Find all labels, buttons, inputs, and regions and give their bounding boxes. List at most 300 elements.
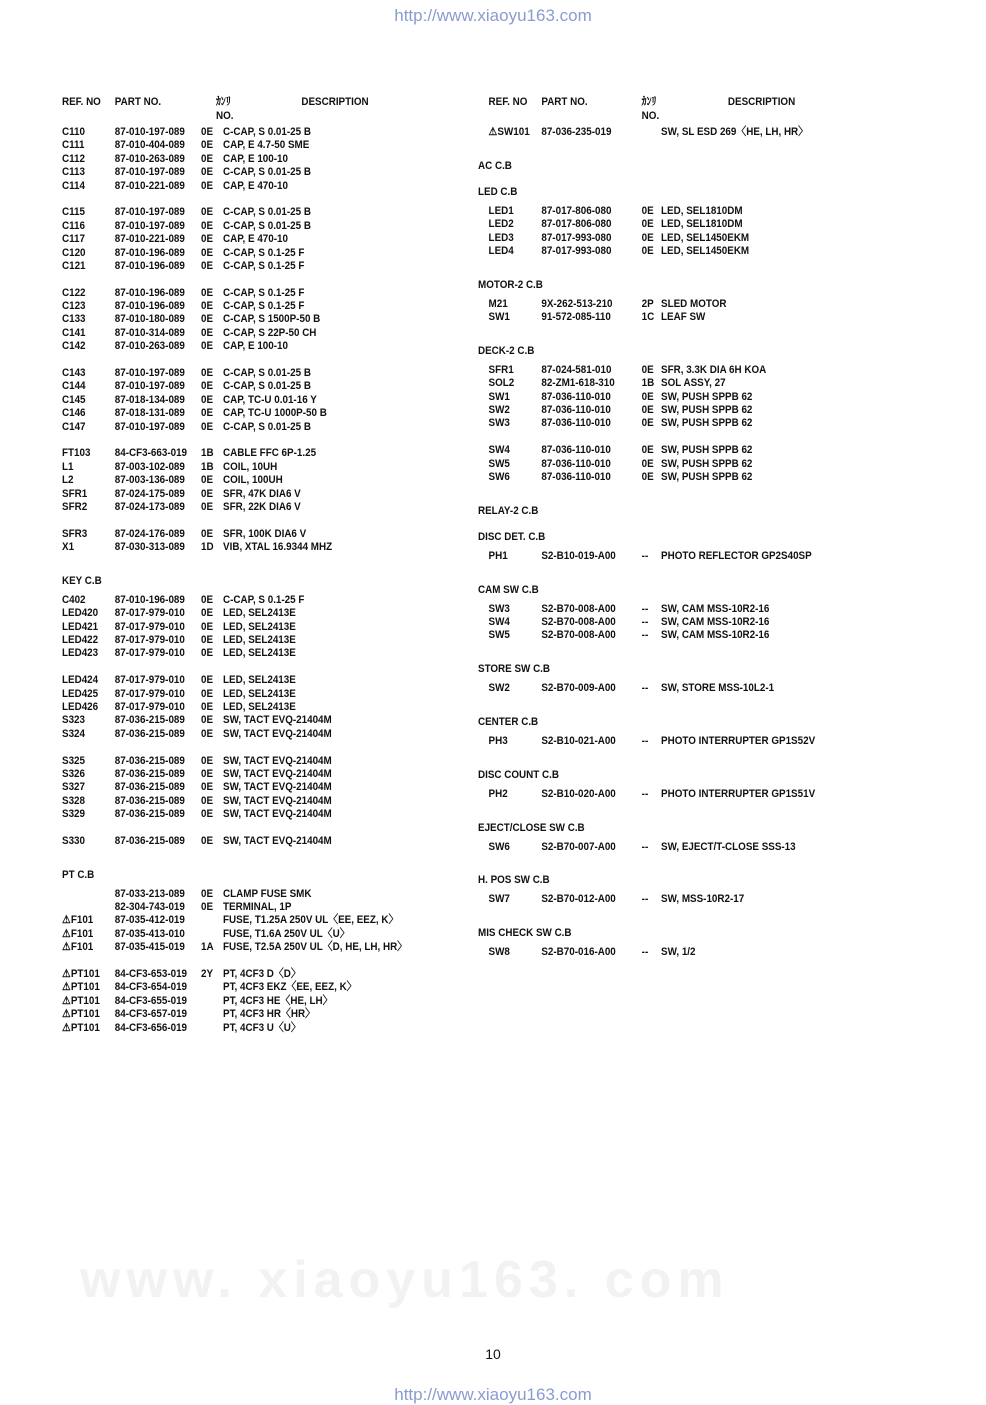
kanri-no: 0E — [201, 687, 214, 700]
section-heading: DECK-2 C.B — [478, 344, 535, 357]
description: PT, 4CF3 HR〈HR〉 — [223, 1008, 315, 1021]
description: SW, SL ESD 269〈HE, LH, HR〉 — [661, 126, 809, 138]
ref-no: SW1 — [488, 390, 510, 403]
ref-no: SW5 — [488, 457, 510, 470]
description: CABLE FFC 6P-1.25 — [223, 447, 317, 460]
ref-no: LED2 — [488, 218, 514, 231]
kanri-no: 1C — [641, 311, 655, 324]
kanri-no: 0E — [201, 139, 214, 152]
part-row — [478, 471, 936, 484]
ref-no: ⚠F101 — [62, 941, 94, 954]
kanri-no: 0E — [201, 701, 214, 714]
part-row — [478, 550, 936, 563]
part-row — [478, 205, 936, 218]
left-body — [62, 126, 476, 1048]
ref-no: SW6 — [488, 840, 510, 853]
part-no: 91-572-085-110 — [541, 311, 611, 324]
part-no: S2-B70-016-A00 — [541, 946, 616, 959]
ref-no: ⚠SW101 — [488, 126, 530, 138]
part-row — [478, 245, 936, 258]
part-no: S2-B10-019-A00 — [541, 549, 616, 562]
kanri-no: 0E — [641, 417, 654, 430]
ref-no: C143 — [62, 367, 86, 380]
section-heading: KEY C.B — [62, 574, 102, 587]
ref-no: ⚠PT101 — [62, 981, 100, 994]
description: SLED MOTOR — [661, 297, 727, 310]
kanri-no: 0E — [201, 781, 214, 794]
description: C-CAP, S 0.1-25 F — [223, 246, 305, 259]
description: LED, SEL2413E — [223, 701, 296, 714]
ref-no: C122 — [62, 286, 86, 299]
ref-no: ⚠PT101 — [62, 994, 100, 1007]
part-row — [478, 444, 936, 457]
part-no: 87-010-196-089 — [114, 300, 185, 313]
part-row — [62, 474, 476, 487]
kanri-no: 0E — [201, 126, 214, 138]
part-row — [478, 232, 936, 245]
description: C-CAP, S 0.01-25 B — [223, 206, 311, 219]
part-row — [62, 394, 476, 407]
description: LED, SEL1810DM — [661, 204, 743, 217]
part-no: 84-CF3-657-019 — [114, 1008, 188, 1021]
description: C-CAP, S 0.1-25 F — [223, 286, 305, 299]
ref-no: C142 — [62, 340, 86, 353]
part-no: 87-018-134-089 — [114, 393, 185, 406]
parts-list-left — [62, 96, 476, 1048]
part-row — [478, 311, 936, 324]
ref-no: SW2 — [488, 682, 510, 695]
kanri-no-header: NO. — [641, 110, 660, 122]
part-row — [62, 153, 476, 166]
ref-no: C141 — [62, 326, 86, 339]
part-row — [62, 808, 476, 821]
part-no: 87-024-176-089 — [114, 527, 185, 540]
ref-no: C117 — [62, 233, 86, 246]
source-url-bottom[interactable]: http://www.xiaoyu163.com — [394, 1385, 592, 1404]
ref-no: C120 — [62, 246, 86, 259]
description: LED, SEL2413E — [223, 647, 296, 660]
part-no: 87-017-979-010 — [114, 647, 185, 660]
description: CLAMP FUSE SMK — [223, 887, 312, 900]
part-row — [62, 233, 476, 246]
ref-no: LED425 — [62, 687, 99, 700]
kanri-no: 0E — [201, 634, 214, 647]
part-row — [62, 701, 476, 714]
ref-no: C147 — [62, 420, 86, 433]
description: SW, TACT EVQ-21404M — [223, 714, 332, 727]
description: CAP, TC-U 1000P-50 B — [223, 407, 327, 420]
kanri-no: -- — [641, 682, 649, 695]
description: SW, PUSH SPPB 62 — [661, 417, 753, 430]
ref-no: SW3 — [488, 417, 510, 430]
part-row — [62, 634, 476, 647]
kanri-no: 0E — [201, 647, 214, 660]
part-no: 87-024-175-089 — [114, 487, 185, 500]
ref-no: SFR3 — [62, 527, 88, 540]
ref-no: SFR1 — [488, 363, 514, 376]
kanri-no: 0E — [201, 714, 214, 727]
ref-no: S326 — [62, 767, 86, 780]
part-no: 87-017-806-080 — [541, 204, 612, 217]
description: SW, CAM MSS-10R2-16 — [661, 615, 770, 628]
ref-no: LED424 — [62, 674, 99, 687]
kanri-no: 1B — [201, 460, 214, 473]
section-heading: MIS CHECK SW C.B — [478, 927, 572, 940]
kanri-no: 0E — [201, 674, 214, 687]
ref-no: LED421 — [62, 620, 99, 633]
part-row — [62, 340, 476, 353]
section-heading: PT C.B — [62, 868, 95, 881]
description: PHOTO INTERRUPTER GP1S51V — [661, 787, 816, 800]
kanri-no: 0E — [641, 444, 654, 457]
part-row — [62, 488, 476, 501]
part-no: 87-035-412-019 — [114, 914, 185, 927]
description: C-CAP, S 0.01-25 B — [223, 219, 311, 232]
description: SW, TACT EVQ-21404M — [223, 834, 332, 847]
ref-no: C144 — [62, 380, 86, 393]
part-no: S2-B70-007-A00 — [541, 840, 616, 853]
source-url-top[interactable]: http://www.xiaoyu163.com — [394, 6, 592, 25]
part-no: 87-036-215-089 — [114, 781, 185, 794]
kanri-no: 0E — [641, 471, 654, 484]
ref-no: ⚠PT101 — [62, 968, 100, 981]
part-row — [62, 367, 476, 380]
part-row — [62, 180, 476, 193]
ref-no-header: REF. NO — [488, 96, 528, 108]
description: FUSE, T1.25A 250V UL〈EE, EEZ, K〉 — [223, 914, 399, 927]
part-no: 87-010-196-089 — [114, 286, 185, 299]
description: SW, MSS-10R2-17 — [661, 893, 745, 906]
part-no: 87-010-314-089 — [114, 326, 185, 339]
kanri-no: 0E — [201, 767, 214, 780]
kanri-no: 0E — [201, 300, 214, 313]
part-row — [62, 541, 476, 554]
ref-no: SW2 — [488, 404, 510, 417]
part-row — [478, 788, 936, 801]
part-row — [478, 404, 936, 417]
parts-list-right — [478, 96, 936, 973]
kanri-no: 0E — [201, 407, 214, 420]
part-row — [62, 755, 476, 768]
description: CAP, E 470-10 — [223, 179, 288, 192]
part-no: 87-036-110-010 — [541, 444, 611, 457]
ref-no: C112 — [62, 152, 86, 165]
part-row — [62, 981, 476, 994]
part-row — [62, 300, 476, 313]
description: LED, SEL2413E — [223, 674, 296, 687]
part-row — [62, 407, 476, 420]
ref-no: SFR1 — [62, 487, 88, 500]
kanri-no: 0E — [201, 500, 214, 513]
part-no: 84-CF3-654-019 — [114, 981, 188, 994]
right-body — [478, 126, 936, 973]
description: COIL, 100UH — [223, 474, 283, 487]
ref-no: L2 — [62, 474, 74, 487]
ref-no: SW8 — [488, 946, 510, 959]
kanri-no: 0E — [201, 246, 214, 259]
part-row — [478, 616, 936, 629]
part-row — [62, 781, 476, 794]
part-no: S2-B70-009-A00 — [541, 682, 616, 695]
kanri-no: 0E — [201, 313, 214, 326]
ref-no: LED420 — [62, 607, 99, 620]
part-no: 87-010-404-089 — [114, 139, 185, 152]
part-row — [478, 298, 936, 311]
part-row — [62, 166, 476, 179]
part-no-header: PART NO. — [114, 96, 162, 108]
part-no: 87-003-136-089 — [114, 474, 185, 487]
part-no: 87-017-979-010 — [114, 687, 185, 700]
ref-no: C115 — [62, 206, 86, 219]
kanri-no: 0E — [201, 754, 214, 767]
part-no: 87-010-221-089 — [114, 179, 185, 192]
kanri-no: 0E — [201, 834, 214, 847]
kanri-no: 0E — [201, 179, 214, 192]
kanri-no: 0E — [201, 166, 214, 179]
description: LED, SEL1450EKM — [661, 231, 750, 244]
part-no: 87-036-110-010 — [541, 390, 611, 403]
part-no: 87-010-180-089 — [114, 313, 185, 326]
part-row — [62, 260, 476, 273]
ref-no: ⚠F101 — [62, 927, 94, 940]
part-no: S2-B70-012-A00 — [541, 893, 616, 906]
part-row — [478, 377, 936, 390]
ref-no: X1 — [62, 541, 75, 554]
part-no: 87-017-979-010 — [114, 674, 185, 687]
part-row — [62, 1008, 476, 1021]
part-no: 87-017-979-010 — [114, 620, 185, 633]
section-heading: MOTOR-2 C.B — [478, 278, 543, 291]
part-row — [478, 364, 936, 377]
description: C-CAP, S 0.1-25 F — [223, 300, 305, 313]
kanri-no: -- — [641, 893, 649, 906]
description: C-CAP, S 0.1-25 F — [223, 259, 305, 272]
kanri-no: 1A — [201, 941, 214, 954]
section-heading: DISC COUNT C.B — [478, 768, 559, 781]
kanri-no: 0E — [641, 244, 654, 257]
ref-no: ⚠PT101 — [62, 1021, 100, 1034]
part-row — [62, 674, 476, 687]
ref-no: S330 — [62, 834, 86, 847]
kanri-no: 0E — [201, 286, 214, 299]
part-no: 87-036-110-010 — [541, 471, 611, 484]
part-no: 87-018-131-089 — [114, 407, 185, 420]
kanri-no: 0E — [641, 363, 654, 376]
kanri-no: 0E — [201, 808, 214, 821]
kanri-no: 0E — [201, 152, 214, 165]
ref-no: LED422 — [62, 634, 99, 647]
part-row — [62, 139, 476, 152]
section-heading: STORE SW C.B — [478, 663, 551, 676]
part-row — [62, 528, 476, 541]
part-no: 87-010-197-089 — [114, 380, 185, 393]
kanri-header: ｶﾝﾘ — [216, 96, 231, 108]
page-number: 10 — [485, 1346, 501, 1362]
ref-no: FT103 — [62, 447, 91, 460]
part-row — [62, 647, 476, 660]
kanri-no: 0E — [201, 233, 214, 246]
ref-no: ⚠F101 — [62, 914, 94, 927]
description: SFR, 100K DIA6 V — [223, 527, 307, 540]
ref-no: S327 — [62, 781, 86, 794]
ref-no: M21 — [488, 297, 508, 310]
kanri-no: -- — [641, 629, 649, 642]
part-no: 87-030-313-089 — [114, 541, 185, 554]
part-row — [62, 380, 476, 393]
part-row — [478, 126, 936, 139]
kanri-no: 0E — [641, 457, 654, 470]
part-row — [62, 688, 476, 701]
description: C-CAP, S 0.01-25 B — [223, 166, 311, 179]
kanri-no: -- — [641, 549, 649, 562]
kanri-no: 0E — [201, 367, 214, 380]
kanri-no: -- — [641, 946, 649, 959]
part-no: 87-036-215-089 — [114, 808, 185, 821]
description: LED, SEL2413E — [223, 620, 296, 633]
ref-no: S329 — [62, 808, 86, 821]
part-no: 82-304-743-019 — [114, 901, 185, 914]
ref-no: C145 — [62, 393, 86, 406]
part-row — [62, 968, 476, 981]
description: C-CAP, S 0.01-25 B — [223, 367, 311, 380]
kanri-no: 0E — [201, 259, 214, 272]
description: SFR, 3.3K DIA 6H KOA — [661, 363, 767, 376]
kanri-no: 0E — [201, 607, 214, 620]
kanri-no: 0E — [201, 794, 214, 807]
description: SW, 1/2 — [661, 946, 696, 959]
part-no: 87-035-413-010 — [114, 927, 185, 940]
section-heading: CENTER C.B — [478, 715, 539, 728]
part-row — [62, 888, 476, 901]
part-row — [478, 417, 936, 430]
part-no: 87-036-215-089 — [114, 794, 185, 807]
watermark: www. xiaoyu163. com — [80, 1251, 730, 1309]
kanri-no: 0E — [201, 206, 214, 219]
description: SW, PUSH SPPB 62 — [661, 471, 753, 484]
ref-no: PH1 — [488, 549, 508, 562]
ref-no: LED3 — [488, 231, 514, 244]
description: SW, CAM MSS-10R2-16 — [661, 629, 770, 642]
part-no: 87-017-993-080 — [541, 244, 612, 257]
ref-no: C123 — [62, 300, 86, 313]
description: SW, TACT EVQ-21404M — [223, 808, 332, 821]
description: VIB, XTAL 16.9344 MHZ — [223, 541, 333, 554]
part-no: S2-B70-008-A00 — [541, 629, 616, 642]
part-row — [62, 594, 476, 607]
part-no: S2-B70-008-A00 — [541, 615, 616, 628]
part-no: 87-010-263-089 — [114, 340, 185, 353]
part-no: 87-003-102-089 — [114, 460, 185, 473]
section-heading: H. POS SW C.B — [478, 874, 550, 887]
kanri-no: 0E — [201, 487, 214, 500]
part-row — [62, 901, 476, 914]
part-row — [62, 714, 476, 727]
part-row — [478, 946, 936, 959]
description-header: DESCRIPTION — [727, 96, 796, 108]
description: CAP, E 100-10 — [223, 152, 288, 165]
description: PHOTO REFLECTOR GP2S40SP — [661, 549, 812, 562]
part-no: 87-017-993-080 — [541, 231, 612, 244]
description: C-CAP, S 0.01-25 B — [223, 420, 311, 433]
part-no: 87-017-979-010 — [114, 634, 185, 647]
description: LEAF SW — [661, 311, 706, 324]
part-row — [62, 206, 476, 219]
part-no: 87-024-581-010 — [541, 363, 612, 376]
part-row — [62, 1022, 476, 1035]
part-row — [62, 768, 476, 781]
part-row — [62, 220, 476, 233]
kanri-no: 0E — [641, 231, 654, 244]
section-heading: CAM SW C.B — [478, 583, 539, 596]
part-row — [62, 327, 476, 340]
part-no: 87-010-197-089 — [114, 166, 185, 179]
part-row — [478, 893, 936, 906]
kanri-no: -- — [641, 734, 649, 747]
ref-no: PH3 — [488, 734, 508, 747]
description: SW, CAM MSS-10R2-16 — [661, 602, 770, 615]
description-header: DESCRIPTION — [301, 96, 369, 108]
kanri-no: 0E — [201, 219, 214, 232]
part-row — [62, 313, 476, 326]
kanri-no: 0E — [201, 727, 214, 740]
part-no-header: PART NO. — [541, 96, 588, 108]
ref-no: C113 — [62, 166, 86, 179]
ref-no: SW5 — [488, 629, 510, 642]
description: SW, PUSH SPPB 62 — [661, 390, 753, 403]
part-no: 84-CF3-656-019 — [114, 1021, 188, 1034]
description: SOL ASSY, 27 — [661, 377, 726, 390]
description: SW, TACT EVQ-21404M — [223, 754, 332, 767]
description: SW, TACT EVQ-21404M — [223, 727, 332, 740]
part-no: 87-017-979-010 — [114, 701, 185, 714]
description: LED, SEL1810DM — [661, 218, 743, 231]
part-row — [478, 735, 936, 748]
part-no: 87-036-235-019 — [541, 126, 612, 138]
ref-no: LED1 — [488, 204, 514, 217]
part-row — [62, 421, 476, 434]
ref-no: C121 — [62, 259, 86, 272]
section-heading: EJECT/CLOSE SW C.B — [478, 821, 585, 834]
kanri-no: 0E — [641, 218, 654, 231]
part-row — [62, 728, 476, 741]
ref-no: SW4 — [488, 615, 510, 628]
part-row — [62, 126, 476, 139]
part-row — [478, 629, 936, 642]
description: SW, EJECT/T-CLOSE SSS-13 — [661, 840, 796, 853]
ref-no: SW3 — [488, 602, 510, 615]
part-no: 87-010-196-089 — [114, 259, 185, 272]
ref-no: ⚠PT101 — [62, 1008, 100, 1021]
description: PT, 4CF3 HE〈HE, LH〉 — [223, 994, 333, 1007]
ref-no: C114 — [62, 179, 86, 192]
ref-no: SOL2 — [488, 377, 515, 390]
part-no: 87-010-197-089 — [114, 206, 185, 219]
description: LED, SEL1450EKM — [661, 244, 750, 257]
part-no: 87-036-110-010 — [541, 404, 611, 417]
part-no: 87-036-110-010 — [541, 457, 611, 470]
kanri-no: -- — [641, 602, 649, 615]
part-no: 87-010-196-089 — [114, 246, 185, 259]
description: PT, 4CF3 EKZ〈EE, EEZ, K〉 — [223, 981, 357, 994]
kanri-no: -- — [641, 787, 649, 800]
part-row — [62, 287, 476, 300]
part-no: 84-CF3-663-019 — [114, 447, 188, 460]
ref-no: S328 — [62, 794, 86, 807]
description: LED, SEL2413E — [223, 607, 296, 620]
ref-no: S323 — [62, 714, 86, 727]
ref-no: S325 — [62, 754, 86, 767]
kanri-no: 0E — [201, 887, 214, 900]
